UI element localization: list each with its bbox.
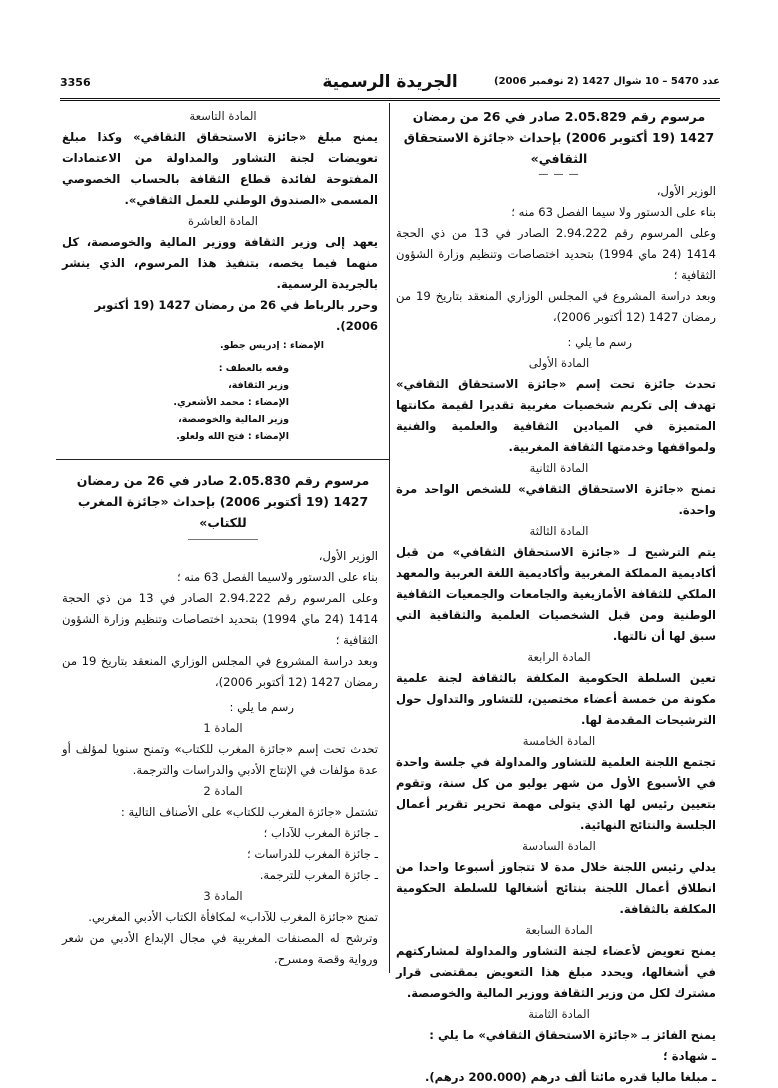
page-header — [60, 72, 720, 98]
article-heading: المادة السادسة — [522, 839, 596, 853]
article-text: تعين السلطة الحكومية المكلفة بالثقافة لجنة علمية مكونة من خمسة أعضاء مختصين، للتشاور والتداول حول الترشيحات المقدمة لها. — [396, 671, 716, 727]
article-heading: المادة العاشرة — [188, 214, 258, 228]
countersign-block — [62, 360, 384, 445]
decrees-phrase: رسم ما يلي : — [567, 335, 632, 349]
article-text: يمنح الفائز بـ «جائزة الاستحقاق الثقافي» ما يلي : — [429, 1028, 716, 1042]
header-rule — [60, 98, 720, 101]
category-item: ـ جائزة المغرب للآداب ؛ — [263, 826, 378, 840]
title-rule — [188, 539, 258, 540]
countersign-line: وزير الثقافة، — [228, 380, 289, 391]
preamble-paragraph: بناء على الدستور ولاسيما الفصل 63 منه ؛ — [176, 570, 378, 584]
article-text: يتم الترشيح لـ «جائزة الاستحقاق الثقافي» من قبل أكاديمية المملكة المغربية وأكاديمية اللغة العربية والمعهد الملكي للثقافة الأمازيغية والجامعات والجمعيات الثقافية الوطنية ومن قبل الشخصيات العلمية والثقافية التي سبق لها أن نالتها. — [396, 545, 716, 643]
article-text: تمنح «جائزة الاستحقاق الثقافي» للشخص الواحد مرة واحدة. — [396, 482, 716, 517]
decree-separator — [56, 459, 390, 460]
countersign-line: وزير المالية والخوصصة، — [178, 414, 289, 425]
article-heading: المادة التاسعة — [189, 109, 257, 123]
article-text: يمنح مبلغ «جائزة الاستحقاق الثقافي» وكذا مبلغ تعويضات لجنة التشاور والمداولة من الاعتمادات المفتوحة لفائدة قطاع الثقافة بالحساب الخصوصي المسمى «الصندوق الوطني للعمل الثقافي». — [62, 130, 378, 207]
article-heading: المادة الأولى — [528, 356, 590, 370]
countersign-line: وقعه بالعطف : — [218, 363, 289, 374]
preamble-paragraph: وعلى المرسوم رقم 2.94.222 الصادر في 13 من ذي الحجة 1414 (24 ماي 1994) بتحديد اختصاصات وتنظيم وزارة الشؤون الثقافية ؛ — [396, 226, 716, 282]
preamble-paragraph: وبعد دراسة المشروع في المجلس الوزاري المنعقد بتاريخ 19 من رمضان 1427 (12 أكتوبر 2006)، — [62, 654, 378, 689]
minister-heading: الوزير الأول، — [656, 184, 716, 198]
prize-item: ـ مبلغا ماليا قدره مائتا ألف درهم (200.000 درهم). — [424, 1070, 716, 1084]
article-heading: المادة 2 — [203, 784, 243, 798]
article-text: يدلي رئيس اللجنة خلال مدة لا تتجاوز أسبوعا واحدا من انطلاق أعمال اللجنة بنتائج أشغالها للسلطة الحكومية المكلفة بالثقافة. — [396, 860, 716, 916]
minister-heading: الوزير الأول، — [318, 549, 378, 563]
article-heading: المادة السابعة — [525, 923, 593, 937]
article-text: تجتمع اللجنة العلمية للتشاور والمداولة في جلسة واحدة في الأسبوع الأول من شهر يوليو من كل سنة، وتقوم بتعيين رئيس لها الذي يتولى مهمة تحرير تقرير أعمال الجلسة والنتائج النهائية. — [396, 755, 716, 832]
decrees-phrase: رسم ما يلي : — [229, 700, 294, 714]
left-column — [62, 106, 384, 970]
preamble-paragraph: وعلى المرسوم رقم 2.94.222 الصادر في 13 من ذي الحجة 1414 (24 ماي 1994) بتحديد اختصاصات وتنظيم وزارة الشؤون الثقافية ؛ — [62, 591, 378, 647]
issue-info: عدد 5470 – 10 شوال 1427 (2 نوفمبر 2006) — [494, 76, 720, 87]
article-text: يعهد إلى وزير الثقافة ووزير المالية والخوصصة، كل منهما فيما يخصه، بتنفيذ هذا المرسوم، الذي ينشر بالجريدة الرسمية. — [62, 235, 378, 291]
column-divider — [389, 103, 390, 973]
article-heading: المادة الثالثة — [529, 524, 589, 538]
prize-item: ـ شهادة ؛ — [663, 1049, 716, 1063]
article-heading: المادة 3 — [203, 889, 243, 903]
article-heading: المادة الثانية — [529, 461, 589, 475]
journal-title: الجريدة الرسمية — [322, 72, 458, 92]
category-item: ـ جائزة المغرب للترجمة. — [259, 868, 378, 882]
decree-title: مرسوم رقم 2.05.829 صادر في 26 من رمضان 1427 (19 أكتوبر 2006) بإحداث «جائزة الاستحقاق الثقافي» — [403, 109, 715, 166]
category-item: ـ جائزة المغرب للدراسات ؛ — [246, 847, 378, 861]
article-text: تحدث تحت إسم «جائزة المغرب للكتاب» وتمنح سنويا لمؤلف أو عدة مؤلفات في الإنتاج الأدبي والدراسات والترجمة. — [62, 742, 378, 777]
countersign-line: الإمضاء : فتح الله ولعلو. — [176, 431, 289, 442]
title-dashes: — — — — [538, 169, 580, 180]
article-text: وترشح له المصنفات المغربية في مجال الإبداع الأدبي من شعر ورواية وقصة ومسرح. — [62, 931, 378, 966]
preamble-paragraph: وبعد دراسة المشروع في المجلس الوزاري المنعقد بتاريخ 19 من رمضان 1427 (12 أكتوبر 2006)، — [396, 289, 716, 324]
decree-title: مرسوم رقم 2.05.830 صادر في 26 من رمضان 1427 (19 أكتوبر 2006) بإحداث «جائزة المغرب للكتاب» — [76, 473, 370, 530]
article-heading: المادة 1 — [203, 721, 243, 735]
article-text: تشتمل «جائزة المغرب للكتاب» على الأصناف التالية : — [120, 805, 378, 819]
countersign-line: الإمضاء : محمد الأشعري. — [173, 397, 289, 408]
article-heading: المادة الثامنة — [528, 1007, 590, 1021]
article-heading: المادة الرابعة — [527, 650, 591, 664]
article-text: تحدث جائزة تحت إسم «جائزة الاستحقاق الثقافي» تهدف إلى تكريم شخصيات مغربية تقديرا لقيمة مكانتها المتميزة في الميادين الثقافية والعلمية والفنية ولمواقفها وخدمتها الثقافة المغربية. — [396, 377, 716, 454]
article-text: تمنح «جائزة المغرب للآداب» لمكافأة الكتاب الأدبي المغربي. — [88, 910, 378, 924]
preamble-paragraph: بناء على الدستور ولا سيما الفصل 63 منه ؛ — [511, 205, 716, 219]
article-heading: المادة الخامسة — [522, 734, 596, 748]
article-text: يمنح تعويض لأعضاء لجنة التشاور والمداولة لمشاركتهم في أشغالها، ويحدد مبلغ هذا التعويض بمقتضى قرار مشترك لكل من وزير الثقافة ووزير المالية والخوصصة. — [396, 944, 716, 1000]
signature: الإمضاء : إدريس جطو. — [220, 340, 324, 351]
page-number: 3356 — [60, 76, 91, 89]
done-at: وحرر بالرباط في 26 من رمضان 1427 (19 أكتوبر 2006). — [94, 298, 378, 333]
right-column — [396, 106, 722, 1088]
